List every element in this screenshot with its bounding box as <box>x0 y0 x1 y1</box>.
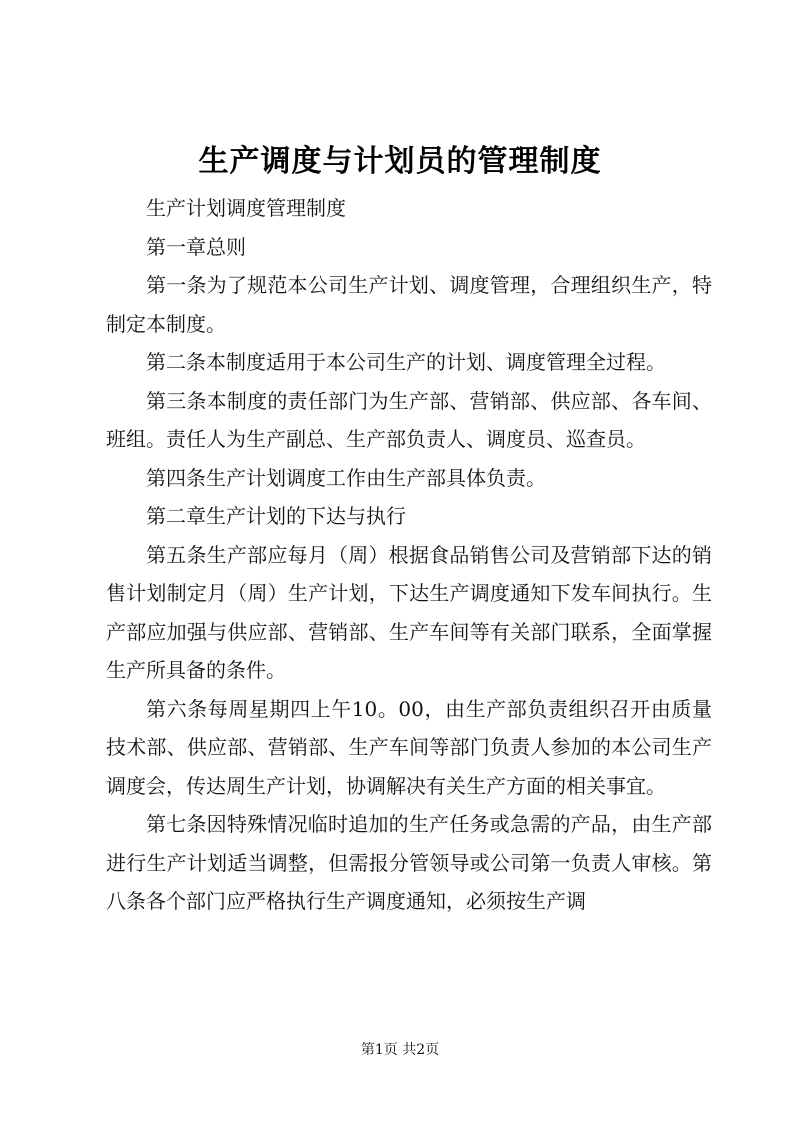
paragraph-article-1: 第一条为了规范本公司生产计划、调度管理，合理组织生产，特制定本制度。 <box>106 273 712 336</box>
page-footer: 第1页 共2页 <box>360 1042 440 1058</box>
document-title: 生产调度与计划员的管理制度 <box>198 144 602 179</box>
paragraph-chapter-1: 第一章总则 <box>146 234 246 259</box>
paragraph-article-3: 第三条本制度的责任部门为生产部、营销部、供应部、各车间、班组。责任人为生产副总、生产部负责人、调度员、巡查员。 <box>106 388 712 451</box>
paragraph-article-5: 第五条生产部应每月（周）根据食品销售公司及营销部下达的销售计划制定月（周）生产计划，下达生产调度通知下发车间执行。生产部应加强与供应部、营销部、生产车间等有关部门联系，全面掌握生产所具备的条件。 <box>106 542 712 682</box>
paragraph-subtitle: 生产计划调度管理制度 <box>146 196 346 220</box>
paragraph-chapter-2: 第二章生产计划的下达与执行 <box>146 504 406 528</box>
paragraph-article-6: 第六条每周星期四上午10。00，由生产部负责组织召开由质量技术部、供应部、营销部、生产车间等部门负责人参加的本公司生产调度会，传达周生产计划，协调解决有关生产方面的相关事宜。 <box>106 696 712 798</box>
paragraph-article-7-8: 第七条因特殊情况临时追加的生产任务或急需的产品，由生产部进行生产计划适当调整，但需报分管领导或公司第一负责人审核。第八条各个部门应严格执行生产调度通知，必须按生产调 <box>106 812 712 913</box>
paragraph-article-4: 第四条生产计划调度工作由生产部具体负责。 <box>146 465 546 490</box>
paragraph-article-2: 第二条本制度适用于本公司生产的计划、调度管理全过程。 <box>146 350 666 374</box>
document-body <box>106 189 712 921</box>
